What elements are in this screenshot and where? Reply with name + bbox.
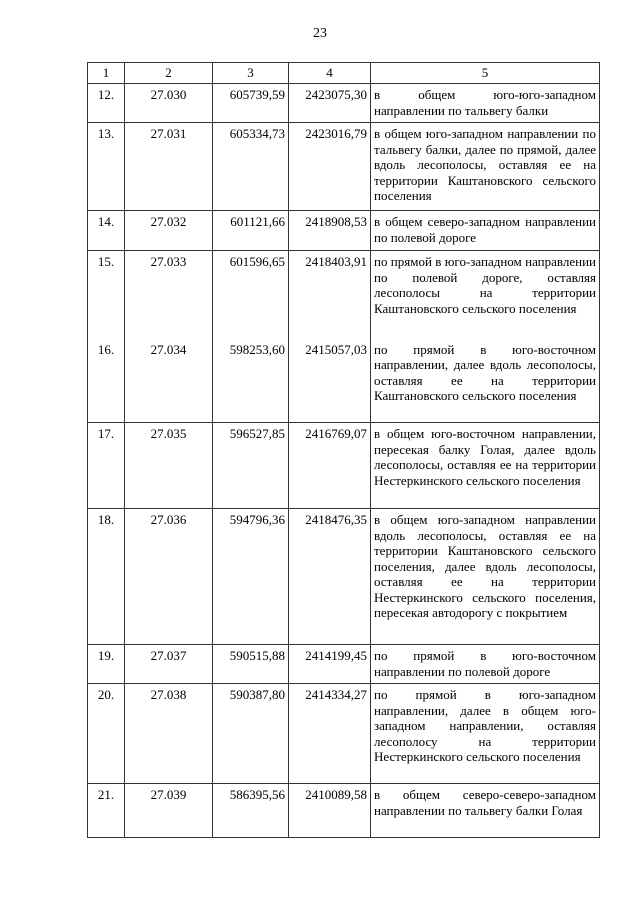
route-description: по прямой в юго-восточном направлении, далее вдоль лесополосы, оставляя ее на территории Каштановского сельского поселения <box>371 339 600 423</box>
row-number: 21. <box>88 784 125 838</box>
row-number: 15. <box>88 251 125 339</box>
column-header: 5 <box>371 63 600 84</box>
point-id: 27.037 <box>125 645 213 684</box>
point-id: 27.038 <box>125 684 213 784</box>
column-header: 4 <box>289 63 371 84</box>
route-description: в общем северо-северо-западном направлении по тальвегу балки Голая <box>371 784 600 838</box>
row-number: 13. <box>88 123 125 211</box>
point-id: 27.030 <box>125 84 213 123</box>
table-row <box>88 211 600 251</box>
table-row <box>88 645 600 684</box>
coordinate-x: 601121,66 <box>213 211 289 251</box>
column-header: 2 <box>125 63 213 84</box>
table-row <box>88 784 600 838</box>
coordinate-y: 2423016,79 <box>289 123 371 211</box>
route-description: по прямой в юго-западном направлении по полевой дороге, оставляя лесополосы на территории Каштановского сельского поселения <box>371 251 600 339</box>
coordinate-y: 2410089,58 <box>289 784 371 838</box>
coordinate-y: 2415057,03 <box>289 339 371 423</box>
page-number: 23 <box>313 26 327 41</box>
point-id: 27.039 <box>125 784 213 838</box>
point-id: 27.035 <box>125 423 213 509</box>
table-row <box>88 339 600 423</box>
point-id: 27.031 <box>125 123 213 211</box>
row-number: 19. <box>88 645 125 684</box>
coordinate-y: 2414199,45 <box>289 645 371 684</box>
table-header-row <box>88 63 600 84</box>
coordinate-y: 2418476,35 <box>289 509 371 645</box>
route-description: по прямой в юго-восточном направлении по полевой дороге <box>371 645 600 684</box>
boundary-description-table <box>87 62 600 838</box>
column-header: 1 <box>88 63 125 84</box>
coordinate-x: 605739,59 <box>213 84 289 123</box>
row-number: 20. <box>88 684 125 784</box>
coordinate-y: 2416769,07 <box>289 423 371 509</box>
column-header: 3 <box>213 63 289 84</box>
table-row <box>88 509 600 645</box>
point-id: 27.034 <box>125 339 213 423</box>
coordinate-y: 2414334,27 <box>289 684 371 784</box>
coordinate-x: 605334,73 <box>213 123 289 211</box>
point-id: 27.033 <box>125 251 213 339</box>
point-id: 27.032 <box>125 211 213 251</box>
coordinate-x: 594796,36 <box>213 509 289 645</box>
row-number: 17. <box>88 423 125 509</box>
coordinate-x: 586395,56 <box>213 784 289 838</box>
table-row <box>88 684 600 784</box>
coordinate-x: 598253,60 <box>213 339 289 423</box>
row-number: 18. <box>88 509 125 645</box>
table-row <box>88 84 600 123</box>
route-description: в общем юго-восточном направлении, пересекая балку Голая, далее вдоль лесополосы, оставляя ее на территории Нестеркинского сельского поселения <box>371 423 600 509</box>
table-row <box>88 423 600 509</box>
coordinate-y: 2418403,91 <box>289 251 371 339</box>
coordinate-y: 2423075,30 <box>289 84 371 123</box>
route-description: в общем юго-западном направлении по тальвегу балки, далее по прямой, далее вдоль лесополосы, оставляя ее на территории Каштановского сельского поселения <box>371 123 600 211</box>
route-description: в общем юго-западном направлении вдоль лесополосы, оставляя ее на территории Каштановского сельского поселения, далее вдоль лесополосы, оставляя ее на территории Нестеркинского сельского поселения, пересекая автодорогу с покрытием <box>371 509 600 645</box>
table-row <box>88 123 600 211</box>
row-number: 16. <box>88 339 125 423</box>
point-id: 27.036 <box>125 509 213 645</box>
coordinate-y: 2418908,53 <box>289 211 371 251</box>
route-description: в общем юго-юго-западном направлении по тальвегу балки <box>371 84 600 123</box>
coordinate-x: 596527,85 <box>213 423 289 509</box>
row-number: 12. <box>88 84 125 123</box>
coordinate-x: 590387,80 <box>213 684 289 784</box>
row-number: 14. <box>88 211 125 251</box>
route-description: в общем северо-западном направлении по полевой дороге <box>371 211 600 251</box>
coordinate-x: 601596,65 <box>213 251 289 339</box>
table-row <box>88 251 600 339</box>
coordinate-x: 590515,88 <box>213 645 289 684</box>
route-description: по прямой в юго-западном направлении, далее в общем юго-западном направлении, оставляя лесополосу на территории Нестеркинского сельского поселения <box>371 684 600 784</box>
